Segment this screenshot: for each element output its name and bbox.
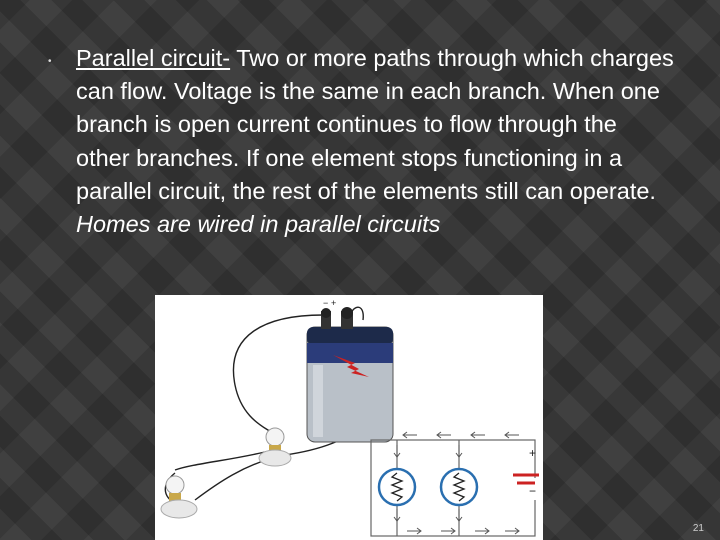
slide-body-text bbox=[76, 42, 676, 241]
term-heading: Parallel circuit- bbox=[76, 45, 231, 71]
battery-minus-label: − bbox=[323, 298, 329, 308]
battery-plus-label: + bbox=[331, 298, 337, 308]
light-bulb bbox=[259, 428, 291, 466]
schematic-plus-label: + bbox=[529, 446, 537, 460]
battery bbox=[307, 298, 393, 442]
bullet-marker: • bbox=[48, 56, 52, 67]
circuit-photo bbox=[155, 295, 543, 540]
light-bulb bbox=[161, 476, 197, 518]
parallel-schematic bbox=[371, 432, 543, 536]
schematic-minus-label: − bbox=[529, 484, 537, 498]
homes-note: Homes are wired in parallel circuits bbox=[76, 211, 441, 238]
wire bbox=[175, 450, 273, 470]
page-number: 21 bbox=[692, 523, 704, 534]
definition-text: Two or more paths through which charges can flow. Voltage is the same in each branch. When one branch is open current continues to flow through the other branches. If one element stops functioning in a parallel circuit, the rest of the elements still can operate. bbox=[76, 45, 674, 204]
